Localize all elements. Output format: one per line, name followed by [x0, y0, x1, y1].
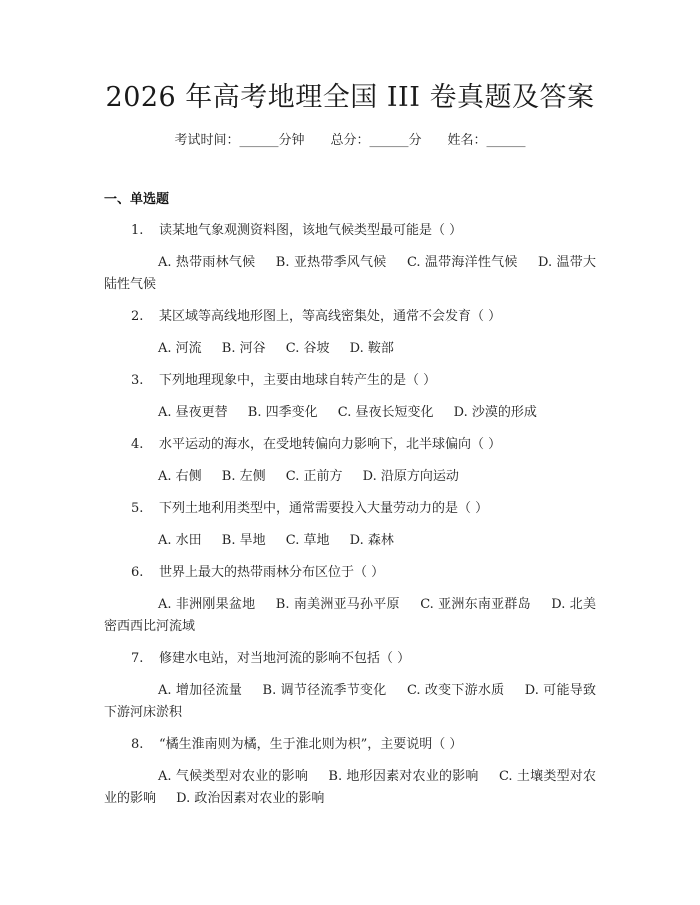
option-a: A. 非洲刚果盆地	[158, 597, 256, 612]
page-title: 2026 年高考地理全国 III 卷真题及答案	[105, 82, 595, 113]
option-b: B. 亚热带季风气候	[275, 255, 387, 270]
question-number: 2.	[131, 309, 144, 324]
question-text: 读某地气象观测资料图，该地气候类型最可能是（ ）	[159, 223, 463, 238]
question-stem	[104, 498, 596, 520]
option-a: A. 昼夜更替	[158, 405, 228, 420]
question-stem	[104, 648, 596, 670]
option-c: C. 改变下游水质	[406, 683, 505, 698]
question-stem	[104, 220, 596, 242]
option-b: B. 左侧	[221, 469, 266, 484]
question-number: 5.	[131, 501, 144, 516]
option-c: C. 正前方	[285, 469, 343, 484]
student-name: 姓名：______	[447, 133, 526, 148]
question-text: 修建水电站，对当地河流的影响不包括（ ）	[159, 651, 411, 666]
question-text: 世界上最大的热带雨林分布区位于（ ）	[159, 565, 385, 580]
option-d: D. 沙漠的形成	[453, 405, 537, 420]
question-text: 下列土地利用类型中，通常需要投入大量劳动力的是（ ）	[159, 501, 489, 516]
exam-meta	[0, 130, 700, 152]
question-stem	[104, 734, 596, 756]
option-d: D. 可能导致下游河床淤积	[104, 683, 597, 720]
option-a: A. 河流	[158, 341, 202, 356]
question-text: 某区域等高线地形图上，等高线密集处，通常不会发育（ ）	[159, 309, 502, 324]
question-text: 下列地理现象中，主要由地球自转产生的是（ ）	[159, 373, 437, 388]
option-d: D. 温带大陆性气候	[104, 255, 597, 292]
question-1	[104, 220, 596, 296]
total-score: 总分：______分	[330, 133, 422, 148]
question-8	[104, 734, 596, 810]
option-b: B. 四季变化	[247, 405, 318, 420]
option-d: D. 北美密西西比河流域	[104, 597, 597, 634]
question-stem	[104, 562, 596, 584]
question-number: 1.	[131, 223, 144, 238]
question-number: 8.	[131, 737, 144, 752]
option-c: C. 土壤类型对农业的影响	[104, 769, 596, 806]
option-a: A. 增加径流量	[158, 683, 243, 698]
option-c: C. 温带海洋性气候	[406, 255, 518, 270]
option-c: C. 草地	[285, 533, 330, 548]
option-c: C. 昼夜长短变化	[337, 405, 434, 420]
question-2	[104, 306, 596, 360]
question-stem	[104, 434, 596, 456]
option-a: A. 水田	[158, 533, 202, 548]
option-b: B. 调节径流季节变化	[262, 683, 387, 698]
option-b: B. 地形因素对农业的影响	[328, 769, 479, 784]
question-stem	[104, 370, 596, 392]
question-6	[104, 562, 596, 638]
question-5	[104, 498, 596, 552]
question-3	[104, 370, 596, 424]
question-text: “橘生淮南则为橘，生于淮北则为枳”，主要说明（ ）	[159, 737, 463, 752]
option-b: B. 河谷	[221, 341, 266, 356]
option-a: A. 右侧	[158, 469, 202, 484]
question-4	[104, 434, 596, 488]
answer-options	[104, 338, 596, 360]
question-7	[104, 648, 596, 724]
question-number: 3.	[131, 373, 144, 388]
answer-options	[104, 680, 596, 724]
answer-options	[104, 594, 596, 638]
question-text: 水平运动的海水，在受地转偏向力影响下，北半球偏向（ ）	[159, 437, 502, 452]
option-c: C. 谷坡	[285, 341, 330, 356]
exam-time: 考试时间：______分钟	[174, 133, 305, 148]
answer-options	[104, 766, 596, 810]
answer-options	[104, 402, 596, 424]
option-a: A. 气候类型对农业的影响	[158, 769, 309, 784]
option-b: B. 旱地	[221, 533, 266, 548]
answer-options	[104, 466, 596, 488]
option-a: A. 热带雨林气候	[158, 255, 256, 270]
option-c: C. 亚洲东南亚群岛	[420, 597, 531, 612]
option-d: D. 沿原方向运动	[362, 469, 459, 484]
question-list	[104, 220, 596, 820]
question-number: 4.	[131, 437, 144, 452]
question-number: 7.	[131, 651, 144, 666]
option-d: D. 鞍部	[349, 341, 394, 356]
option-b: B. 南美洲亚马孙平原	[275, 597, 400, 612]
question-number: 6.	[131, 565, 144, 580]
option-d: D. 森林	[349, 533, 394, 548]
option-d: D. 政治因素对农业的影响	[176, 791, 325, 806]
question-stem	[104, 306, 596, 328]
answer-options	[104, 530, 596, 552]
answer-options	[104, 252, 596, 296]
section-heading: 一、单选题	[104, 192, 170, 207]
